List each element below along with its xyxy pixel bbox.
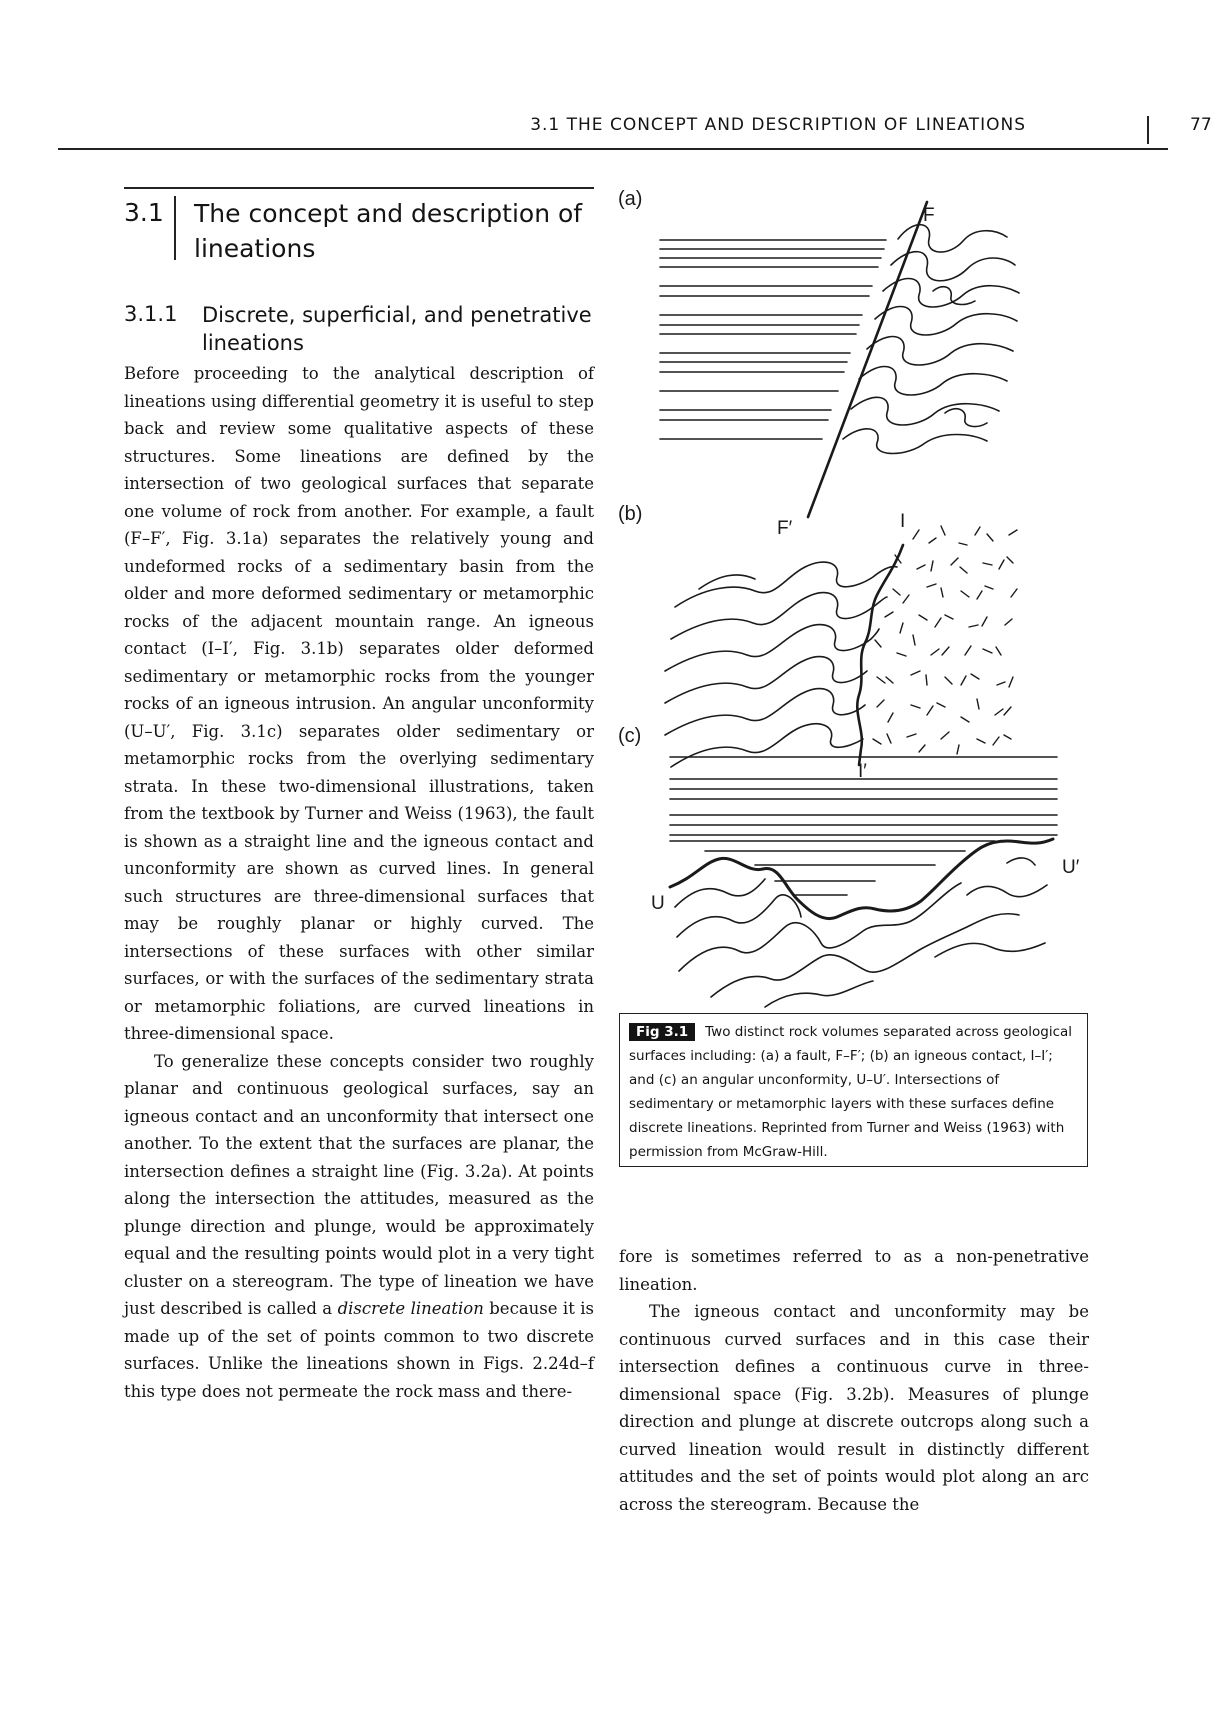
paragraph-2 — [124, 1048, 594, 1406]
paragraph-2-end: because it is made up of the set of points common to two discrete surfaces. Unlike the lineations shown in Figs. 2.24d–f this type does not permeate the rock mass and there- — [124, 1299, 594, 1401]
page-number: 77 — [1190, 115, 1212, 135]
caption-label: Fig 3.1 — [629, 1023, 695, 1041]
folded-rocks-a — [843, 225, 1019, 454]
right-column — [619, 1243, 1089, 1518]
paragraph-2-start: To generalize these concepts consider two roughly planar and continuous geological surfaces, say an igneous contact and an unconformity that intersect one another. To the extent that the surfaces are planar, the intersection defines a straight line (Fig. 3.2a). At points along the intersection the attitudes, measured as the plunge direction and plunge, would be approximately equal and the resulting points would plot in a very tight cluster on a stereogram. The type of lineation we have just described is called a — [124, 1051, 594, 1318]
contact-label-I-prime: I′ — [858, 761, 867, 782]
subsection-title: Discrete, superficial, and penetrative lineations — [202, 303, 592, 355]
paragraph-3: fore is sometimes referred to as a non-penetrative lineation. — [619, 1247, 1089, 1294]
paragraph-1: Before proceeding to the analytical description of lineations using differential geometry it is useful to step back and review some qualitative aspects of these structures. Some lineations are defined by the intersection of two geological surfaces that separate one volume of rock from another. For example, a fault (F–F′, Fig. 3.1a) separates the relatively young and undeformed rocks of a sedimentary basin from the older and more deformed sedimentary or metamorphic rocks of the adjacent mountain range. An igneous contact (I–I′, Fig. 3.1b) separates older deformed sedimentary or metamorphic rocks from the younger rocks of an igneous intrusion. An angular unconformity (U–U′, Fig. 3.1c) separates older sedimentary or metamorphic rocks from the overlying sedimentary strata. In these two-dimensional illustrations, taken from the textbook by Turner and Weiss (1963), the fault is shown as a straight line and the igneous contact and unconformity are shown as curved lines. In general such structures are three-dimensional surfaces that may be roughly planar or highly curved. The intersections of these surfaces with other similar surfaces, or with the surfaces of the sedimentary strata or metamorphic foliations, are curved lineations in three-dimensional space. — [124, 364, 594, 1043]
section-number: 3.1 — [124, 198, 164, 227]
paragraph-4: The igneous contact and unconformity may be continuous curved surfaces and in this case their intersection defines a continuous curve in three-dimensional space (Fig. 3.2b). Measures of plunge direction and plunge at discrete outcrops along such a curved lineation would result in distinctly different attitudes and the set of points would plot along an arc across the stereogram. Because the — [619, 1302, 1089, 1514]
figure-caption — [619, 1013, 1088, 1167]
figure-3-1 — [615, 187, 1110, 1017]
running-header — [58, 112, 1212, 150]
subsection-number: 3.1.1 — [124, 302, 178, 326]
unconformity-label-U: U — [651, 893, 665, 914]
running-title: 3.1 THE CONCEPT AND DESCRIPTION OF LINEATIONS — [530, 115, 1026, 135]
header-separator — [1147, 116, 1149, 144]
section-rule — [124, 187, 594, 189]
unconformity-label-U-prime: U′ — [1062, 857, 1080, 878]
panel-b-label: (b) — [618, 503, 643, 525]
igneous-rock-pattern — [873, 526, 1017, 754]
panel-a-label: (a) — [618, 188, 643, 210]
fault-label-F: F — [923, 205, 935, 226]
contact-label-I: I — [900, 511, 906, 532]
panel-c-label: (c) — [618, 725, 642, 747]
section-bar — [174, 196, 176, 260]
igneous-contact — [857, 545, 903, 765]
section-title: The concept and description of lineations — [194, 199, 583, 263]
fault-label-F-prime: F′ — [777, 518, 793, 539]
left-column — [124, 360, 594, 1405]
term-discrete-lineation: discrete lineation — [337, 1299, 484, 1318]
caption-text: Two distinct rock volumes separated across geological surfaces including: (a) a fault, F–F′; (b) an igneous contact, I–I′; and (c) an angular unconformity, U–U′. Intersections of sedimentary or metamorphic layers with these surfaces define discrete lineations. Reprinted from Turner and Weiss (1963) with permission from McGraw-Hill. — [629, 1024, 1073, 1160]
sedimentary-strata-a — [660, 240, 886, 439]
